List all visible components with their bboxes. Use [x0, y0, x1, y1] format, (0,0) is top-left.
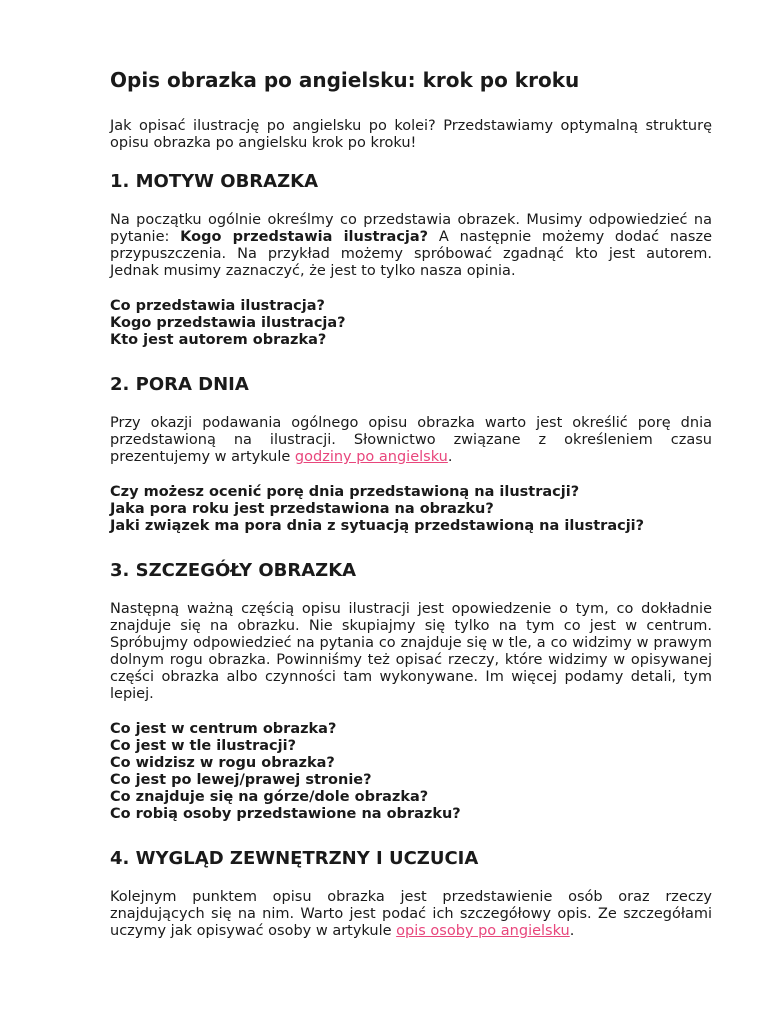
question-item: Co robią osoby przedstawione na obrazku?	[110, 806, 461, 822]
question-item: Co jest w tle ilustracji?	[110, 738, 297, 754]
paragraph-bold-text: Kogo przedstawia ilustracja?	[180, 229, 429, 245]
section-paragraph-motyw	[110, 212, 712, 280]
paragraph-text: .	[569, 923, 575, 939]
question-item: Jaki związek ma pora dnia z sytuacją przedstawioną na ilustracji?	[110, 518, 645, 534]
section-paragraph-pora-dnia	[110, 415, 712, 466]
question-item: Co przedstawia ilustracja?	[110, 298, 325, 314]
section-heading-wyglad: 4. WYGLĄD ZEWNĘTRZNY I UCZUCIA	[110, 848, 479, 869]
paragraph-text: .	[447, 449, 453, 465]
question-list-pora-dnia	[110, 484, 712, 535]
intro-paragraph: Jak opisać ilustrację po angielsku po kolei? Przedstawiamy optymalną strukturę opisu obrazka po angielsku krok po kroku!	[110, 118, 712, 151]
section-heading-pora-dnia: 2. PORA DNIA	[110, 374, 249, 395]
page-title: Opis obrazka po angielsku: krok po kroku	[110, 68, 580, 92]
question-item: Co znajduje się na górze/dole obrazka?	[110, 789, 429, 805]
question-list-motyw	[110, 298, 712, 349]
question-item: Kogo przedstawia ilustracja?	[110, 315, 346, 331]
document-page	[110, 66, 712, 958]
link-godziny-po-angielsku[interactable]: godziny po angielsku	[294, 449, 448, 465]
section-heading-szczegoly: 3. SZCZEGÓŁY OBRAZKA	[110, 560, 357, 581]
question-item: Co widzisz w rogu obrazka?	[110, 755, 335, 771]
question-item: Jaka pora roku jest przedstawiona na obrazku?	[110, 501, 494, 517]
section-heading-motyw: 1. MOTYW OBRAZKA	[110, 171, 319, 192]
question-item: Co jest po lewej/prawej stronie?	[110, 772, 372, 788]
question-list-szczegoly	[110, 721, 712, 823]
section-paragraph-szczegoly: Następną ważną częścią opisu ilustracji jest opowiedzenie o tym, co dokładnie znajduje się na obrazku. Nie skupiajmy się tylko na tym co jest w centrum. Spróbujmy odpowiedzieć na pytania co znajduje się w tle, a co widzimy w prawym dolnym rogu obrazka. Powinniśmy też opisać rzeczy, które widzimy w opisywanej części obrazka albo czynności tam wykonywane. Im więcej podamy detali, tym lepiej.	[110, 601, 712, 702]
question-item: Co jest w centrum obrazka?	[110, 721, 337, 737]
paragraph-text: A następnie możemy dodać nasze przypuszczenia. Na przykład możemy spróbować zgadnąć kto jest autorem. Jednak musimy zaznaczyć, że jest to tylko nasza opinia.	[110, 229, 713, 279]
link-opis-osoby-po-angielsku[interactable]: opis osoby po angielsku	[396, 923, 570, 939]
question-item: Kto jest autorem obrazka?	[110, 332, 327, 348]
paragraph-text: Na początku ogólnie określmy co przedstawia obrazek. Musimy odpowiedzieć na pytanie:	[110, 212, 712, 245]
section-paragraph-wyglad	[110, 889, 712, 940]
paragraph-text: Kolejnym punktem opisu obrazka jest przedstawienie osób oraz rzeczy znajdujących się na nim. Warto jest podać ich szczegółowy opis. Ze szczegółami uczymy jak opisywać osoby w artykule	[110, 889, 712, 939]
paragraph-text: Przy okazji podawania ogólnego opisu obrazka warto jest określić porę dnia przedstawioną na ilustracji. Słownictwo związane z określeniem czasu prezentujemy w artykule	[110, 415, 712, 465]
question-item: Czy możesz ocenić porę dnia przedstawioną na ilustracji?	[110, 484, 580, 500]
